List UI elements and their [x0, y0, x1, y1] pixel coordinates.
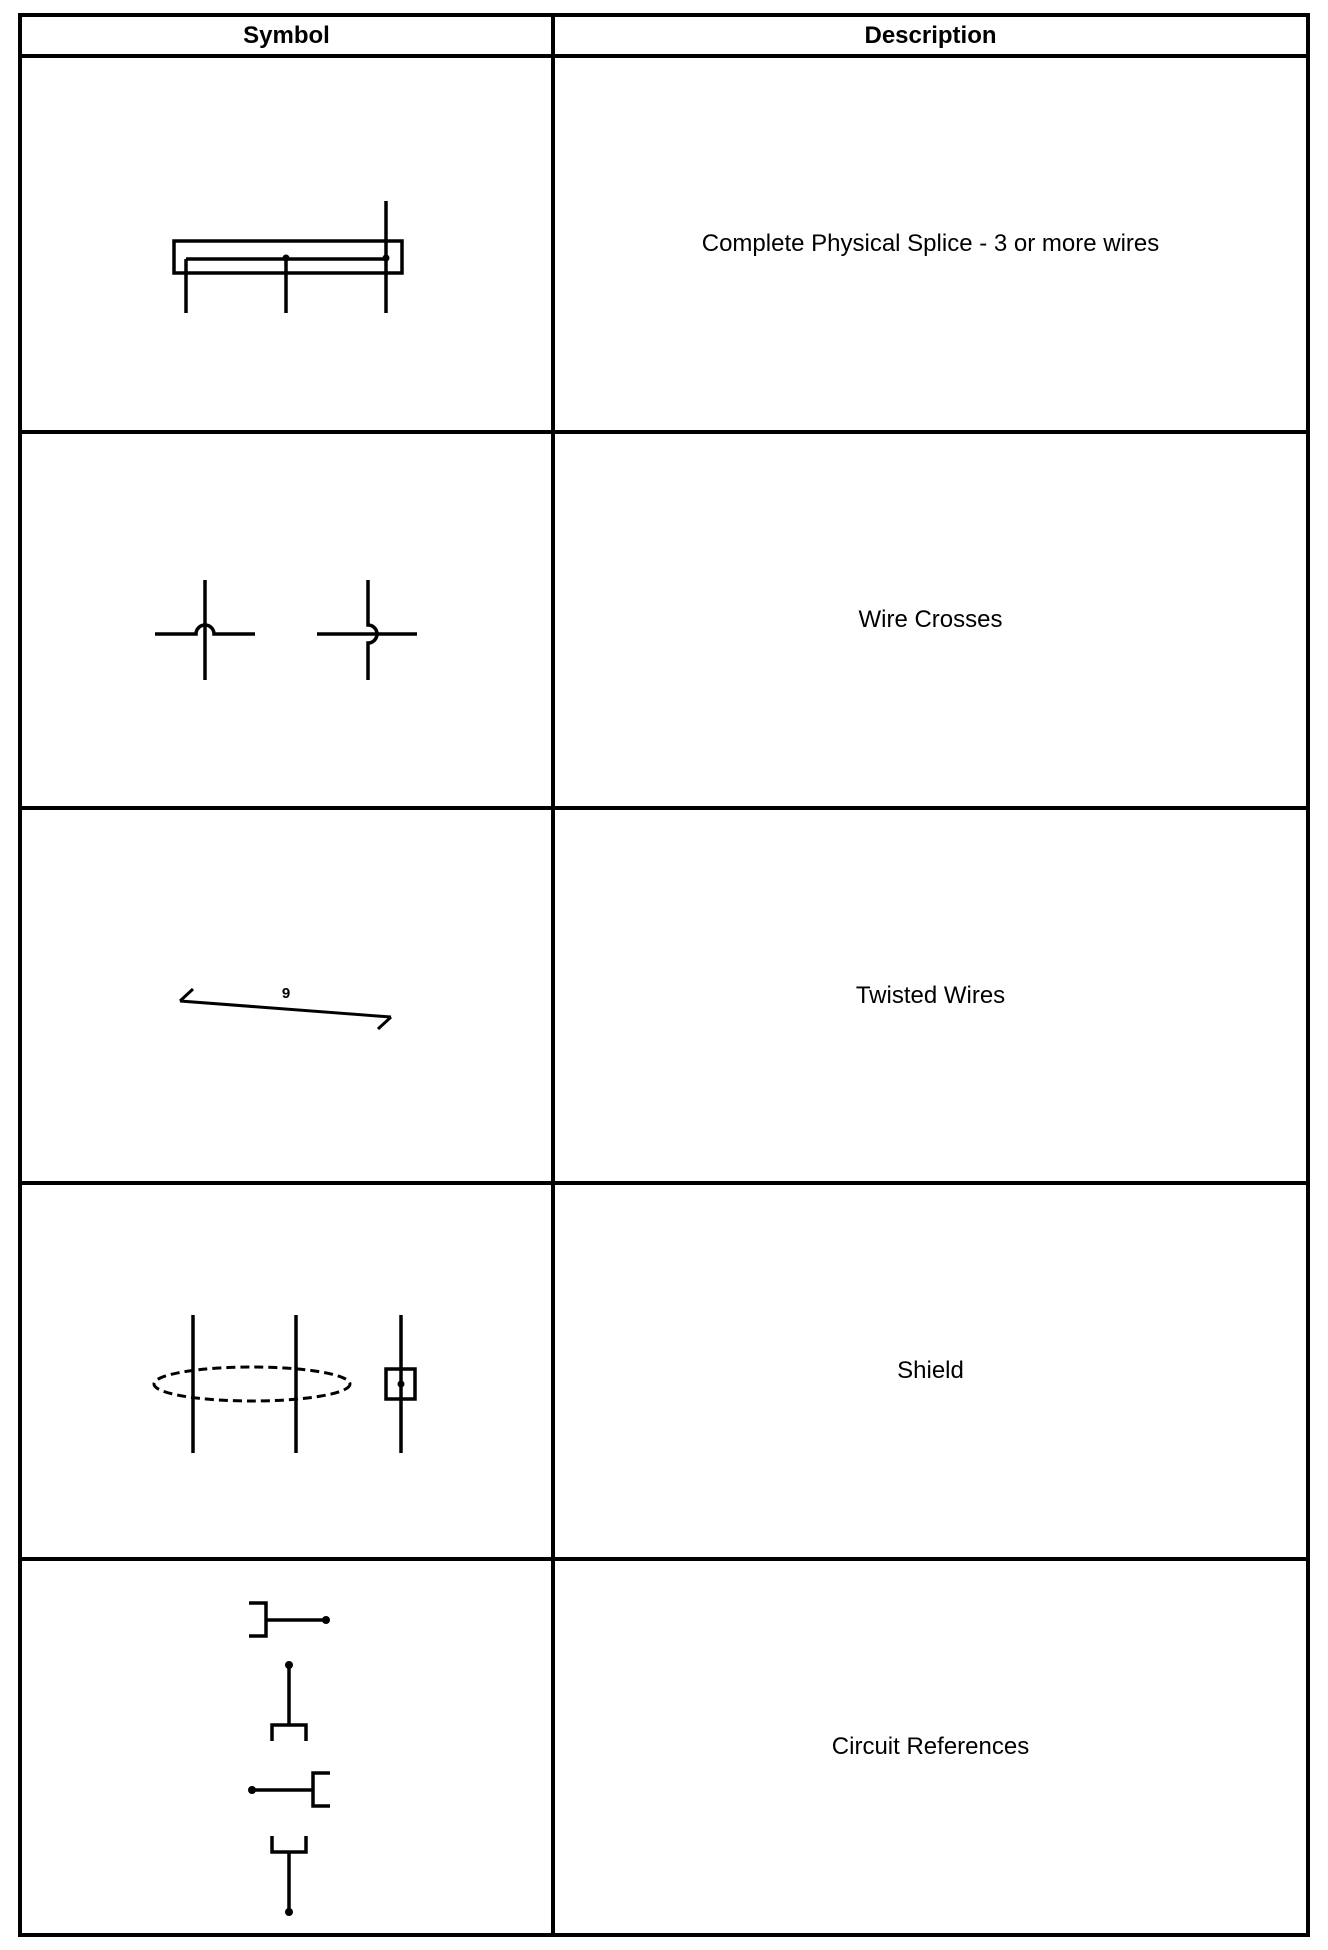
description-circuit-references: Circuit References: [831, 1733, 1030, 1760]
twisted-wires-label: 9: [281, 985, 291, 1002]
description-complete-splice: Complete Physical Splice - 3 or more wires: [701, 230, 1160, 257]
circuit-references-symbol-icon: [248, 1603, 330, 1916]
complete-splice-symbol-icon: [174, 201, 402, 313]
description-shield: Shield: [897, 1357, 964, 1384]
shield-symbol-icon: [154, 1315, 415, 1453]
description-wire-crosses: Wire Crosses: [858, 606, 1003, 633]
wire-crosses-symbol-icon: [155, 580, 417, 680]
header-description: Description: [864, 21, 997, 49]
description-twisted-wires: Twisted Wires: [855, 981, 1006, 1009]
header-symbol: Symbol: [243, 21, 330, 49]
